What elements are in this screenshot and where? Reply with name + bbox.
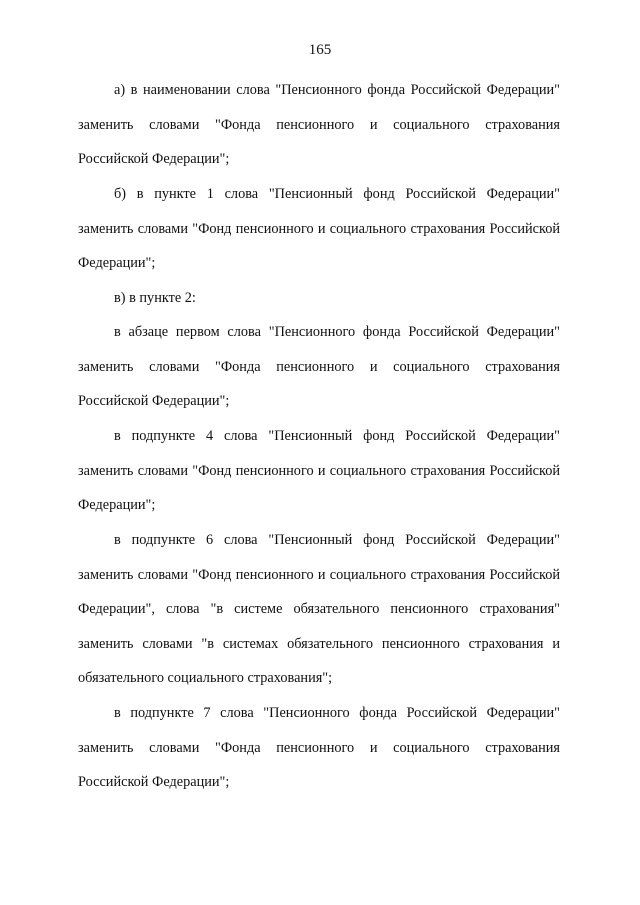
paragraph-podpunkt-6: в подпункте 6 слова "Пенсионный фонд Российской Федерации" заменить словами "Фонд пенсионного и социального страхования Российской Федерации", слова "в системе обязательного пенсионного страхования" заменить словами "в системах обязательного пенсионного страхования и обязательного социального страхования"; <box>78 532 560 686</box>
paragraph-b: б) в пункте 1 слова "Пенсионный фонд Российской Федерации" заменить словами "Фонд пенсионного и социального страхования Российской Федерации"; <box>78 186 560 271</box>
paragraph-podpunkt-7: в подпункте 7 слова "Пенсионного фонда Российской Федерации" заменить словами "Фонда пенсионного и социального страхования Российской Федерации"; <box>78 705 560 790</box>
paragraph-a: а) в наименовании слова "Пенсионного фонда Российской Федерации" заменить словами "Фонда пенсионного и социального страхования Российской Федерации"; <box>78 82 560 167</box>
paragraph-podpunkt-4: в подпункте 4 слова "Пенсионный фонд Российской Федерации" заменить словами "Фонд пенсионного и социального страхования Российской Федерации"; <box>78 428 560 513</box>
paragraph-abzac-pervyi: в абзаце первом слова "Пенсионного фонда Российской Федерации" заменить словами "Фонда пенсионного и социального страхования Российской Федерации"; <box>78 324 560 409</box>
page-number: 165 <box>308 42 332 58</box>
paragraph-v: в) в пункте 2: <box>114 290 196 306</box>
